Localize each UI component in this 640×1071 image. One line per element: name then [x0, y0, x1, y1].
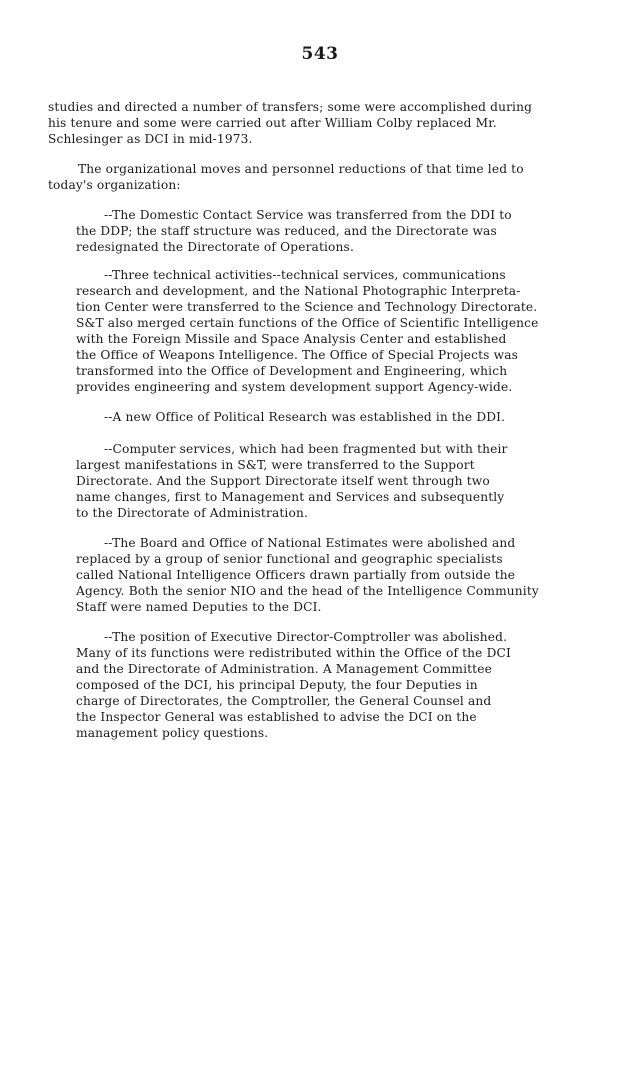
- text-line: the Office of Weapons Intelligence. The Office of Special Projects was: [76, 348, 519, 362]
- text-line: Schlesinger as DCI in mid-1973.: [48, 132, 253, 146]
- text-line: charge of Directorates, the Comptroller, the General Counsel and: [76, 694, 492, 708]
- text-line: transformed into the Office of Development and Engineering, which: [76, 364, 508, 378]
- text-line: Staff were named Deputies to the DCI.: [76, 600, 322, 614]
- page-number: 543: [301, 44, 339, 64]
- text-line: and the Directorate of Administration. A Management Committee: [76, 662, 492, 676]
- text-line: composed of the DCI, his principal Deputy, the four Deputies in: [76, 678, 478, 692]
- text-line: management policy questions.: [76, 726, 269, 740]
- text-line: the DDP; the staff structure was reduced, and the Directorate was: [76, 224, 497, 238]
- text-line: Agency. Both the senior NIO and the head of the Intelligence Community: [76, 584, 539, 598]
- text-line: called National Intelligence Officers drawn partially from outside the: [76, 568, 516, 582]
- text-line: largest manifestations in S&T, were transferred to the Support: [76, 458, 475, 472]
- text-line: S&T also merged certain functions of the Office of Scientific Intelligence: [76, 316, 539, 330]
- text-line: his tenure and some were carried out after William Colby replaced Mr.: [48, 116, 497, 130]
- text-line: --Computer services, which had been fragmented but with their: [104, 442, 508, 456]
- text-line: tion Center were transferred to the Science and Technology Directorate.: [76, 300, 538, 314]
- text-line: replaced by a group of senior functional and geographic specialists: [76, 552, 503, 566]
- text-line: redesignated the Directorate of Operations.: [76, 240, 354, 254]
- text-line: --The Board and Office of National Estimates were abolished and: [104, 536, 516, 550]
- text-line: --A new Office of Political Research was established in the DDI.: [104, 410, 506, 424]
- text-line: The organizational moves and personnel reductions of that time led to: [78, 162, 524, 176]
- text-line: studies and directed a number of transfers; some were accomplished during: [48, 100, 533, 114]
- text-line: --Three technical activities--technical services, communications: [104, 268, 506, 282]
- text-line: the Inspector General was established to advise the DCI on the: [76, 710, 477, 724]
- text-line: today's organization:: [48, 178, 181, 192]
- text-line: name changes, first to Management and Services and subsequently: [76, 490, 505, 504]
- text-line: to the Directorate of Administration.: [76, 506, 308, 520]
- text-line: --The position of Executive Director-Comptroller was abolished.: [104, 630, 508, 644]
- text-line: research and development, and the National Photographic Interpreta-: [76, 284, 521, 298]
- text-line: with the Foreign Missile and Space Analysis Center and established: [76, 332, 507, 346]
- text-line: --The Domestic Contact Service was transferred from the DDI to: [104, 208, 512, 222]
- text-line: Many of its functions were redistributed within the Office of the DCI: [76, 646, 511, 660]
- text-line: Directorate. And the Support Directorate itself went through two: [76, 474, 490, 488]
- text-line: provides engineering and system development support Agency-wide.: [76, 380, 513, 394]
